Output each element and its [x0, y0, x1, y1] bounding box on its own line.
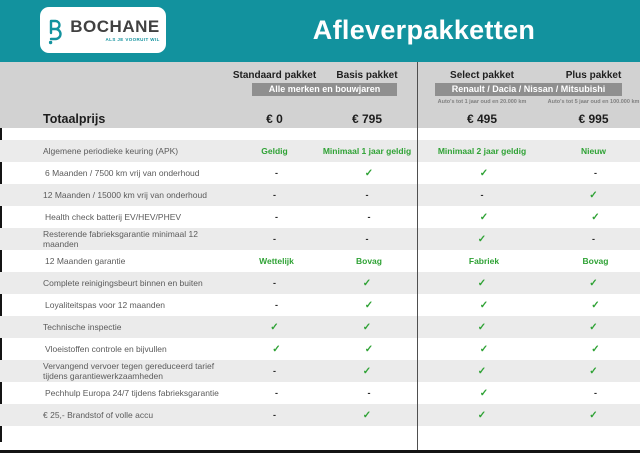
row-value: - [275, 300, 278, 310]
table-row [0, 382, 640, 404]
price-plus: € 995 [578, 112, 609, 126]
table-row [0, 360, 640, 382]
row-value: ✓ [477, 365, 487, 377]
row-value: - [275, 212, 278, 222]
row-value: ✓ [589, 321, 598, 333]
table-row [0, 404, 640, 426]
row-value: Bovag [582, 256, 609, 266]
logo-text [70, 18, 159, 42]
price-standaard: € 0 [266, 112, 283, 126]
logo-tagline: ALS JE VOORUIT WIL [105, 37, 160, 42]
row-value: ✓ [591, 343, 600, 355]
row-label: Vervangend vervoer tegen gereduceerd tarief tijdens garantiewerkzaamheden [43, 360, 215, 381]
row-value: - [367, 388, 371, 398]
row-label: Resterende fabrieksgarantie minimaal 12 maanden [43, 228, 198, 249]
row-value: ✓ [589, 409, 598, 421]
table-row [0, 228, 640, 250]
table-row [0, 140, 640, 162]
badge-renault-brands: Renault / Dacia / Nissan / Mitsubishi [435, 83, 622, 96]
row-value: ✓ [362, 409, 372, 421]
table-row [0, 206, 640, 228]
row-value: ✓ [272, 343, 281, 355]
row-value: ✓ [479, 167, 489, 179]
row-value: - [273, 410, 276, 420]
row-value: ✓ [479, 299, 489, 311]
row-label: Vloeistoffen controle en bijvullen [45, 343, 167, 354]
conditions-row [0, 96, 640, 106]
table-row [0, 316, 640, 338]
row-value: ✓ [362, 321, 372, 333]
row-value: ✓ [270, 321, 279, 333]
row-label: Complete reinigingsbeurt binnen en buiten [43, 277, 203, 288]
price-basis: € 795 [351, 112, 383, 126]
bochane-b-icon [46, 16, 64, 46]
row-label: Pechhulp Europa 24/7 tijdens fabrieksgarantie [45, 387, 219, 398]
package-header-band [0, 62, 640, 128]
row-value: - [594, 168, 597, 178]
row-value: - [275, 388, 278, 398]
row-label: 6 Maanden / 7500 km vrij van onderhoud [45, 167, 200, 178]
spacer [0, 426, 640, 442]
feature-table [0, 140, 640, 426]
row-label: € 25,- Brandstof of volle accu [43, 409, 154, 420]
package-name-row [0, 62, 640, 82]
row-value: ✓ [479, 211, 489, 223]
row-value: Fabriek [468, 256, 500, 266]
table-row [0, 338, 640, 360]
row-value: ✓ [589, 189, 598, 201]
row-value: - [275, 168, 278, 178]
row-value: ✓ [591, 299, 600, 311]
select-condition: Auto's tot 1 jaar oud en 20.000 km [437, 99, 527, 105]
row-value: ✓ [589, 277, 598, 289]
total-price-row [0, 108, 640, 128]
header-bar [0, 0, 640, 62]
row-value: ✓ [362, 277, 372, 289]
table-row [0, 250, 640, 272]
row-value: - [365, 190, 369, 200]
table-row [0, 162, 640, 184]
row-label: Technische inspectie [43, 321, 122, 332]
row-label: 12 Maanden / 15000 km vrij van onderhoud [43, 189, 207, 200]
table-row [0, 272, 640, 294]
logo-wordmark: BOCHANE [70, 17, 160, 36]
column-header-standaard: Standaard pakket [232, 70, 317, 81]
row-value: ✓ [477, 277, 487, 289]
row-value: - [592, 234, 595, 244]
row-label: Algemene periodieke keuring (APK) [43, 145, 179, 156]
row-value: - [273, 278, 276, 288]
row-value: - [480, 190, 484, 200]
brand-badges-row [0, 82, 640, 96]
row-value: ✓ [364, 299, 374, 311]
bochane-logo [40, 7, 166, 53]
row-value: - [365, 234, 369, 244]
badge-all-brands: Alle merken en bouwjaren [252, 83, 397, 96]
row-value: ✓ [477, 409, 487, 421]
row-label: 12 Maanden garantie [45, 255, 126, 266]
row-value: ✓ [479, 343, 489, 355]
row-value: - [273, 234, 276, 244]
column-header-plus: Plus pakket [565, 70, 622, 81]
page-title: Afleverpakketten [312, 14, 536, 45]
price-select: € 495 [466, 112, 498, 126]
row-value: ✓ [589, 365, 598, 377]
row-value: ✓ [479, 387, 489, 399]
table-row [0, 184, 640, 206]
row-value: - [273, 366, 276, 376]
total-price-label: Totaalprijs [43, 112, 106, 126]
row-value: ✓ [591, 211, 600, 223]
row-value: ✓ [362, 365, 372, 377]
row-value: Minimaal 2 jaar geldig [437, 146, 527, 156]
row-value: Wettelijk [259, 256, 294, 266]
table-row [0, 294, 640, 316]
row-value: ✓ [364, 167, 374, 179]
row-value: ✓ [364, 343, 374, 355]
spacer [0, 128, 640, 140]
column-header-select: Select pakket [450, 70, 514, 81]
row-label: Health check batterij EV/HEV/PHEV [45, 211, 182, 222]
row-value: - [367, 212, 371, 222]
row-value: Geldig [261, 146, 288, 156]
row-value: ✓ [477, 233, 487, 245]
row-value: Minimaal 1 jaar geldig [322, 146, 412, 156]
column-divider-line [417, 62, 418, 450]
row-label: Loyaliteitspas voor 12 maanden [45, 299, 166, 310]
row-value: Nieuw [580, 146, 607, 156]
row-value: Bovag [356, 256, 382, 266]
column-header-basis: Basis pakket [336, 70, 398, 81]
row-value: ✓ [477, 321, 487, 333]
row-value: - [594, 388, 597, 398]
plus-condition: Auto's tot 5 jaar oud en 100.000 km [547, 99, 640, 105]
row-value: - [273, 190, 276, 200]
